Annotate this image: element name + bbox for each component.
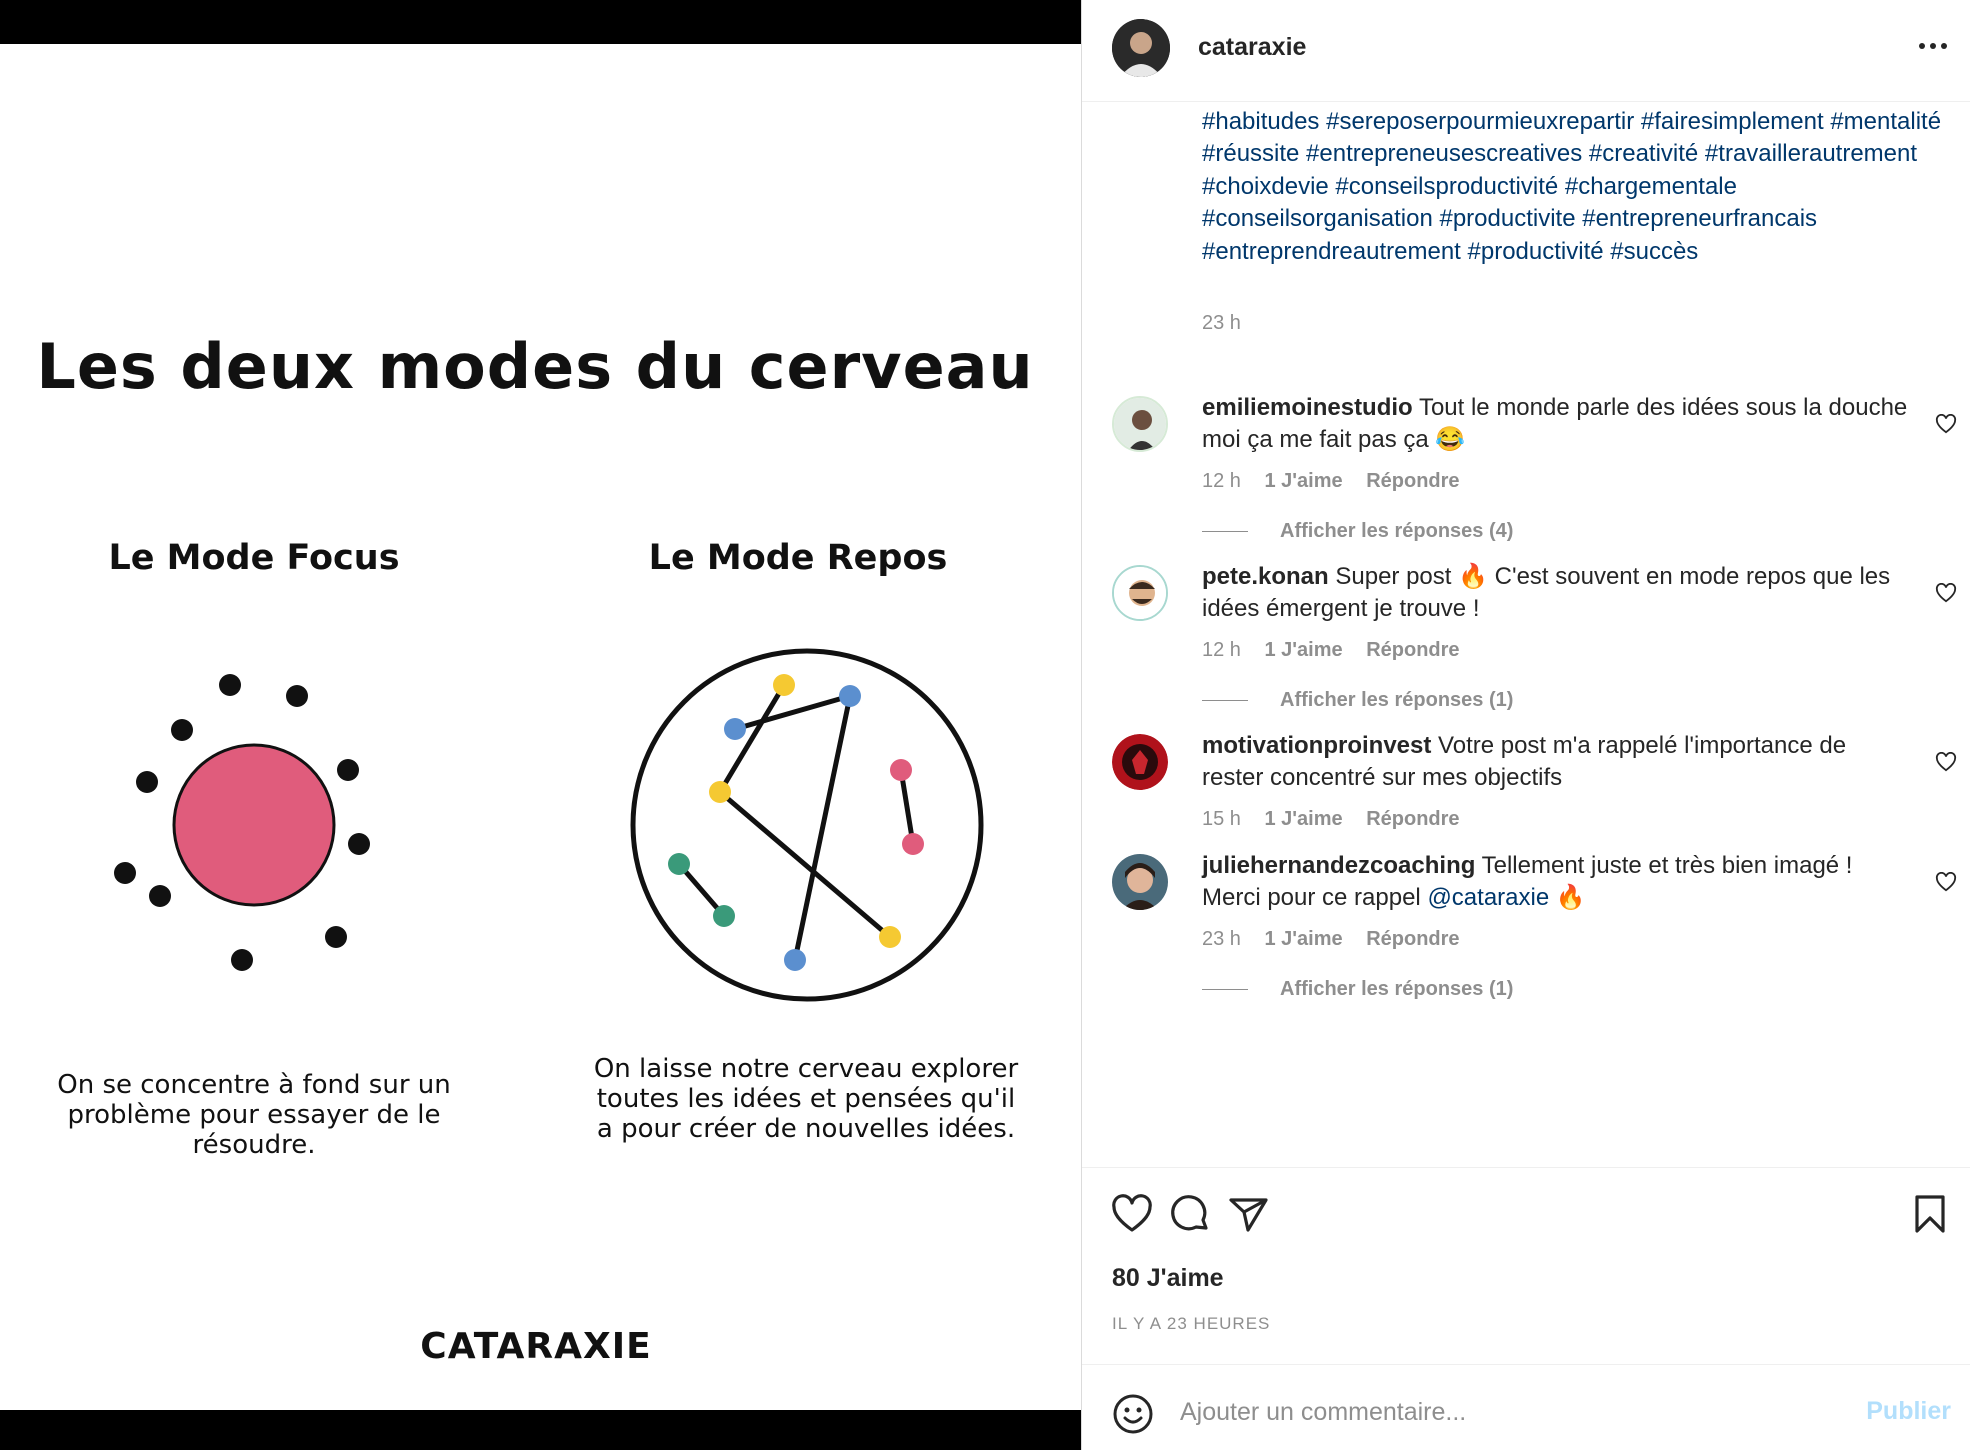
commenter-username[interactable]: motivationproinvest — [1202, 732, 1432, 759]
commenter-avatar[interactable] — [1112, 565, 1168, 621]
focus-mode-description: On se concentre à fond sur un problème pour essayer de le résoudre. — [57, 1070, 451, 1160]
reply-button[interactable]: Répondre — [1366, 639, 1460, 661]
post-image-title: Les deux modes du cerveau — [36, 330, 1034, 403]
comments-scroll-area[interactable] — [1082, 102, 1970, 1168]
bookmark-icon[interactable] — [1908, 1192, 1952, 1236]
repos-dots — [668, 674, 924, 971]
more-horizontal-icon[interactable] — [1917, 36, 1949, 56]
focus-mode-title: Le Mode Focus — [108, 538, 400, 578]
author-username[interactable]: cataraxie — [1198, 33, 1307, 61]
comment-emoji: 🔥 — [1555, 884, 1586, 912]
comment-mention-link[interactable]: @cataraxie — [1427, 884, 1550, 912]
post-header — [1082, 0, 1970, 102]
comment-likes[interactable]: 1 J'aime — [1264, 928, 1343, 950]
comment-meta — [1202, 928, 1478, 951]
commenter-avatar[interactable] — [1112, 854, 1168, 910]
comment-input[interactable] — [1178, 1389, 1822, 1435]
comment-heart-icon[interactable] — [1935, 872, 1957, 892]
comment-likes[interactable]: 1 J'aime — [1264, 470, 1343, 492]
comment-heart-icon[interactable] — [1935, 414, 1957, 434]
emoji-icon[interactable] — [1112, 1393, 1154, 1435]
comment-time[interactable]: 23 h — [1202, 928, 1241, 950]
post-timestamp[interactable]: IL Y A 23 HEURES — [1112, 1314, 1271, 1333]
like-count[interactable]: 80 J'aime — [1112, 1264, 1224, 1292]
comment-item — [1082, 394, 1970, 542]
heart-icon[interactable] — [1110, 1192, 1154, 1236]
repos-mode-description: On laisse notre cerveau explorer toutes les idées et pensées qu'il a pour créer de nouvelles idées. — [593, 1054, 1019, 1144]
commenter-avatar[interactable] — [1112, 734, 1168, 790]
publish-button[interactable]: Publier — [1866, 1397, 1951, 1425]
view-replies-button[interactable]: Afficher les réponses (4) — [1202, 520, 1513, 543]
commenter-username[interactable]: juliehernandezcoaching — [1202, 852, 1476, 879]
comment-meta — [1202, 639, 1478, 662]
post-illustration — [0, 44, 1081, 1410]
comment-time[interactable]: 12 h — [1202, 470, 1241, 492]
comment-heart-icon[interactable] — [1935, 752, 1957, 772]
comment-meta — [1202, 470, 1478, 493]
share-icon[interactable] — [1226, 1192, 1270, 1236]
comment-item — [1082, 734, 1970, 854]
comment-heart-icon[interactable] — [1935, 583, 1957, 603]
reply-button[interactable]: Répondre — [1366, 928, 1460, 950]
post-sidebar — [1081, 0, 1970, 1450]
comment-meta — [1202, 808, 1478, 831]
post-image — [0, 44, 1081, 1410]
repos-circle — [633, 651, 981, 999]
repos-mode-title: Le Mode Repos — [648, 538, 948, 578]
post-actions — [1082, 1167, 1970, 1365]
comment-item — [1082, 852, 1970, 1000]
view-replies-button[interactable]: Afficher les réponses (1) — [1202, 689, 1513, 712]
comment-time[interactable]: 12 h — [1202, 639, 1241, 661]
view-replies-button[interactable]: Afficher les réponses (1) — [1202, 978, 1513, 1001]
comment-time[interactable]: 15 h — [1202, 808, 1241, 830]
comment-text: Super post 🔥 C'est souvent en mode repos que les idées émergent je trouve ! — [1202, 563, 1891, 623]
comment-likes[interactable]: 1 J'aime — [1264, 808, 1343, 830]
comment-bar — [1082, 1364, 1970, 1451]
comment-item — [1082, 563, 1970, 711]
comment-text: Tellement juste et très bien imagé ! Merci pour ce rappel — [1202, 852, 1853, 912]
comment-text: Votre post m'a rappelé l'importance de rester concentré sur mes objectifs — [1202, 732, 1847, 792]
commenter-username[interactable]: pete.konan — [1202, 563, 1329, 590]
focus-circle — [174, 745, 334, 905]
comment-icon[interactable] — [1168, 1192, 1212, 1236]
reply-button[interactable]: Répondre — [1366, 808, 1460, 830]
post-caption-hashtags[interactable]: #habitudes #sereposerpourmieuxrepartir #fairesimplement #mentalité #réussite #entrepreneusescreatives #creativité #travaillerautrement #choixdevie #conseilsproductivité #chargementale #conseilsorganisation #productivite #entrepreneurfrancais #entreprendreautrement #productivité #succès — [1202, 108, 1942, 265]
caption-timestamp: 23 h — [1202, 312, 1241, 334]
commenter-avatar[interactable] — [1112, 396, 1168, 452]
reply-button[interactable]: Répondre — [1366, 470, 1460, 492]
author-avatar[interactable] — [1112, 19, 1170, 77]
commenter-username[interactable]: emiliemoinestudio — [1202, 394, 1413, 421]
post-image-brand: CATARAXIE — [420, 1326, 652, 1367]
comment-text: Tout le monde parle des idées sous la douche moi ça me fait pas ça 😂 — [1202, 394, 1908, 454]
comment-likes[interactable]: 1 J'aime — [1264, 639, 1343, 661]
